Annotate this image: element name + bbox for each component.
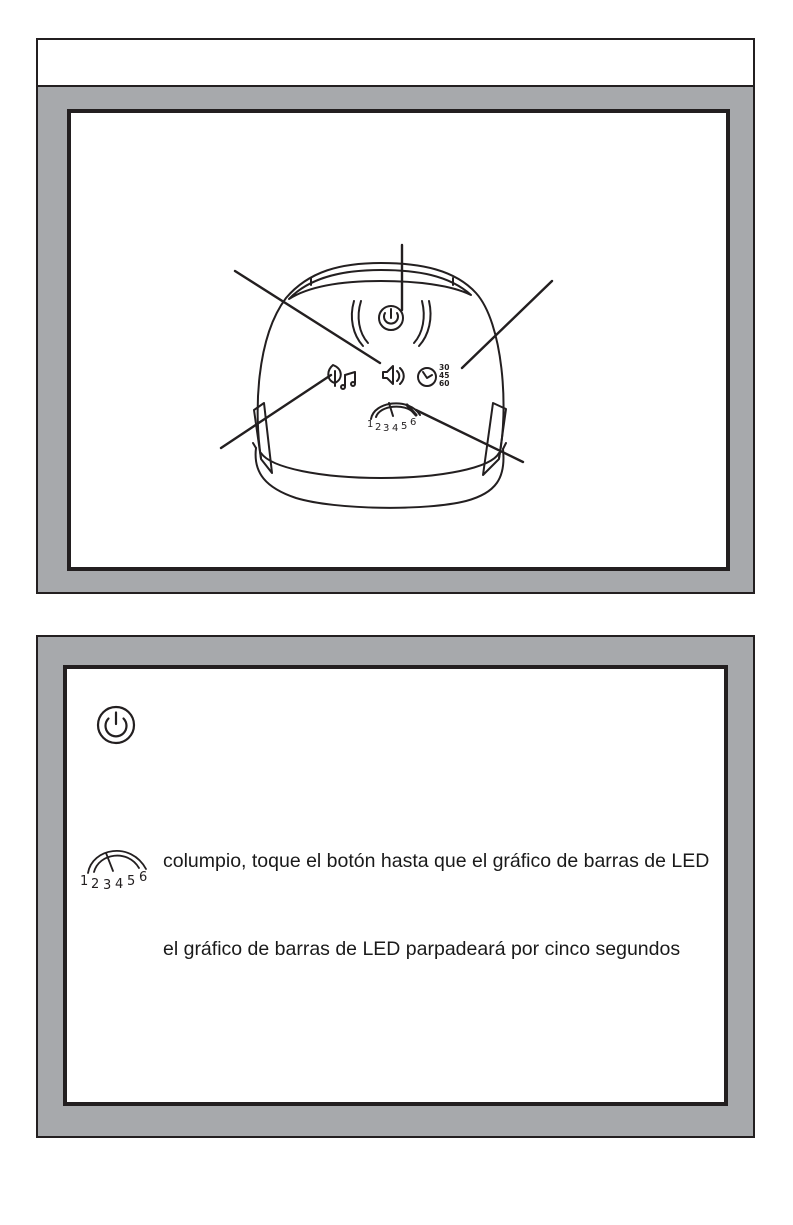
speed-number: 2 (91, 877, 100, 889)
unit-timer-icon (418, 368, 436, 386)
speed-instruction-line-2: el gráfico de barras de LED parpadeará por cinco segundos (163, 938, 681, 960)
unit-timer-value: 60 (439, 379, 450, 388)
power-bracket-left (352, 301, 363, 346)
speed-number: 4 (115, 877, 124, 889)
speed-number: 3 (103, 878, 112, 889)
unit-speed-number: 5 (401, 421, 408, 432)
instructions-panel (36, 635, 755, 1138)
unit-speed-number: 1 (367, 419, 374, 430)
speed-instruction-line-1: columpio, toque el botón hasta que el gráfico de barras de LED (163, 850, 710, 872)
callout-line-timer (462, 281, 552, 368)
panel-header-strip (38, 40, 753, 87)
power-bracket-left-inner (359, 301, 368, 343)
unit-timer-value: 45 (439, 371, 450, 380)
diagram-frame (67, 109, 730, 571)
base-inner-rim (261, 453, 499, 478)
callout-line-nature-music (221, 375, 331, 448)
base-side-edges (253, 443, 506, 449)
unit-timer-value: 30 (439, 363, 450, 372)
unit-speed-number: 6 (410, 417, 417, 428)
power-bracket-right (419, 301, 431, 346)
diagram-panel (36, 38, 755, 594)
unit-nature-music-icon (328, 365, 355, 389)
power-bracket-right-inner (414, 301, 424, 343)
unit-speed-number: 4 (392, 423, 399, 434)
unit-speed-number: 3 (383, 423, 390, 434)
instructions-frame (63, 665, 728, 1106)
speed-number: 1 (80, 874, 89, 889)
unit-volume-icon (383, 366, 404, 384)
control-unit-diagram (71, 113, 726, 567)
unit-power-icon (379, 306, 403, 330)
speed-gauge-icon (79, 839, 157, 889)
callout-line-speed (416, 410, 523, 462)
power-icon (95, 704, 137, 746)
speed-number: 5 (127, 874, 136, 889)
unit-speed-number: 2 (375, 422, 382, 433)
speed-number: 6 (139, 870, 148, 885)
